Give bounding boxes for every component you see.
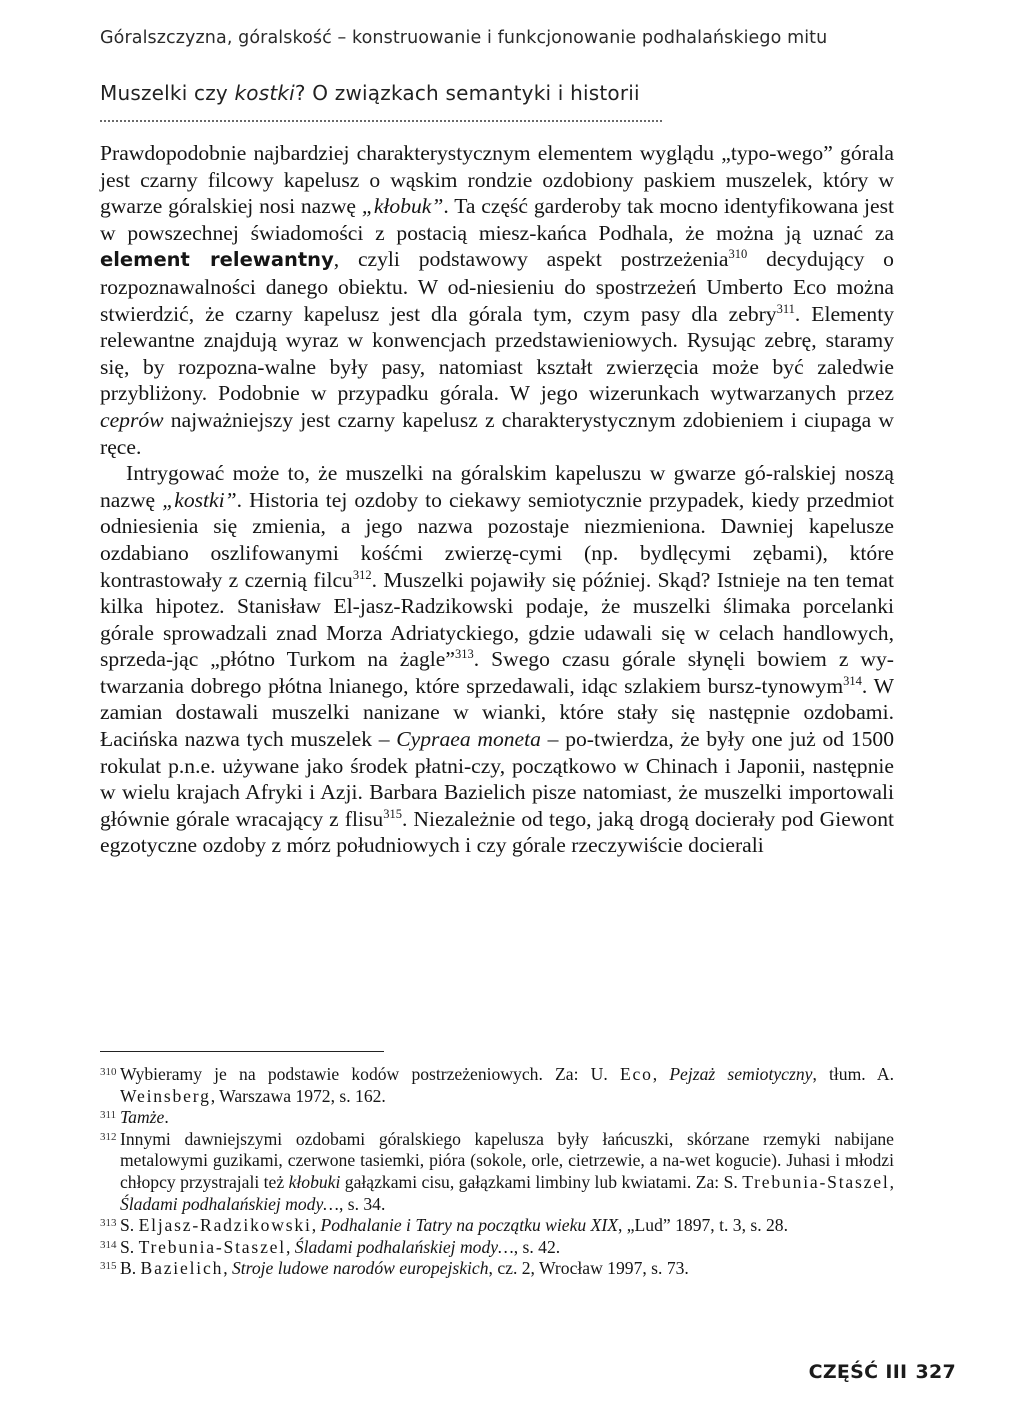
text-run: S. [120, 1215, 139, 1236]
work-title: Tamże [120, 1107, 165, 1128]
text-run: , [889, 1171, 894, 1192]
bold-term: element relewantny [100, 248, 334, 272]
text-run: , [223, 1258, 232, 1279]
text-run: Prawdopodobnie najbardziej charakterystycznym elementem wyglądu „typo-wego” górala jest czarny filcowy kapelusz o wąskim rondzie ozdobiony paskiem muszelek, który w gwarze góralskiej nosi nazwę [100, 141, 894, 219]
text-run: , s. 34. [338, 1193, 386, 1214]
text-run: . Historia tej ozdoby to ciekawy semiotycznie przypadek, kiedy przedmiot odniesienia się zmienia, a jego nazwa pozostaje niezmieniona. Dawniej kapelusze ozdabiano oszlifowanymi kośćmi zwierzę-cymi (np. bydlęcymi zębami), które kontrastowały z czernią filcu [100, 487, 894, 592]
footnote-313 [100, 1215, 894, 1237]
text-run: Intrygować może to, że muszelki na góralskim kapeluszu w gwarze gó-ralskiej noszą nazwę [100, 461, 894, 512]
text-run: Wybieramy je na podstawie kodów postrzeżeniowych. Za: U. [120, 1064, 620, 1084]
text-run: , Warszawa 1972, s. 162. [210, 1085, 386, 1106]
text-run: . [164, 1107, 169, 1128]
text-run: . W zamian dostawali muszelki nanizane w wianki, które stały się następnie ozdobami. Łacińska nazwa tych muszelek – [100, 673, 894, 752]
part-label: CZĘŚĆ III [808, 1361, 908, 1383]
text-run: . Muszelki pojawiły się później. Skąd? Istnieje na ten temat kilka hipotez. Stanisław El-jasz-Radzikowski podaje, że muszelki ślimaka porcelanki górale sprowadzali znad Morza Adriatyckiego, gdzie udawali się w celach handlowych, sprzeda-jąc „płótno Turkom na żagle” [100, 567, 895, 672]
footnote-number: 312 [100, 1130, 117, 1143]
footnote-text [120, 1064, 894, 1107]
footnote-ref-314: 314 [843, 674, 862, 689]
footnote-number: 311 [100, 1109, 117, 1122]
italic-term: Cypraea moneta [396, 727, 541, 752]
text-run: . Niezależnie od tego, jaką drogą docierały pod Giewont egzotyczne ozdoby z mórz południowych i czy górale rzeczywiście docierali [100, 806, 895, 858]
footnote-ref-311: 311 [776, 301, 795, 316]
italic-term: „kłobuk” [361, 194, 444, 219]
footnote-310 [100, 1064, 894, 1107]
work-title: Stroje ludowe narodów europejskich [231, 1258, 489, 1279]
footnote-number: 314 [100, 1238, 117, 1251]
work-title: Podhalanie i Tatry na początku wieku XIX [320, 1215, 618, 1236]
text-run: S. [120, 1236, 139, 1257]
footnote-ref-313: 313 [454, 647, 474, 662]
section-title-italic: kostki [234, 81, 295, 105]
footnote-314 [100, 1237, 894, 1259]
author-name: Bazielich [140, 1258, 224, 1279]
text-run: , [652, 1064, 670, 1084]
text-run: gałązkami cisu, gałązkami limbiny lub kwiatami. Za: S. [340, 1171, 743, 1192]
paragraph-1 [100, 140, 894, 460]
work-title: Śladami podhalańskiej mody… [120, 1193, 339, 1214]
text-run: , tłum. A. [812, 1064, 894, 1084]
text-run: , [311, 1215, 321, 1236]
text-run: B. [120, 1258, 141, 1279]
footnote-text [120, 1129, 894, 1215]
footnote-ref-315: 315 [383, 807, 402, 822]
text-run: , s. 42. [513, 1236, 561, 1257]
footnote-315 [100, 1258, 894, 1280]
work-title: Pejzaż semiotyczny [669, 1064, 813, 1084]
footnotes [100, 1064, 894, 1280]
text-run: . Ta część garderoby tak mocno identyfikowana jest w powszechnej świadomości z postacią miesz-kańca Podhala, że można ją uznać za [100, 194, 894, 245]
text-run: . Swego czasu górale słynęli bowiem z wy-twarzania dobrego płótna lnianego, które sprzedawali, idąc szlakiem bursz-tynowym [100, 647, 894, 698]
running-head: Góralszczyzna, góralskość – konstruowanie i funkcjonowanie podhalańskiego mitu [100, 28, 828, 48]
author-name: Trebunia-Staszel [138, 1236, 286, 1257]
italic-term: kłobuki [288, 1171, 341, 1192]
text-run: , cz. 2, Wrocław 1997, s. 73. [488, 1258, 689, 1279]
footnote-number: 310 [100, 1066, 117, 1078]
footnote-312 [100, 1129, 894, 1215]
italic-term: ceprów [100, 407, 164, 432]
section-title [100, 81, 640, 105]
text-run: decydujący o rozpoznawalności danego obiektu. W od-niesieniu do spostrzeżeń Umberto Eco można stwierdzić, że czarny kapelusz jest dla górala tym, czym pasy dla zebry [100, 247, 894, 326]
author-name: Eco [619, 1064, 653, 1084]
text-run: . Elementy relewantne znajdują wyraz w konwencjach przedstawieniowych. Rysując zebrę, staramy się, by rozpozna-walne były pasy, natomiast kształt zwierzęcia może być zaledwie przybliżony. Podobnie w przypadku górala. W jego wizerunkach wytwarzanych przez [100, 301, 894, 406]
author-name: Weinsberg [120, 1085, 211, 1106]
section-title-prefix: Muszelki czy [100, 81, 235, 105]
footnote-text [120, 1107, 894, 1129]
footnote-number: 315 [100, 1260, 117, 1273]
author-name: Eljasz-Radzikowski [138, 1215, 312, 1236]
body-text [100, 140, 894, 859]
text-run: najważniejszy jest czarny kapelusz z charakterystycznym zdobieniem i ciupaga w ręce. [100, 407, 894, 459]
author-name: Trebunia-Staszel [742, 1171, 890, 1192]
footnote-ref-310: 310 [728, 247, 748, 262]
footnote-text [120, 1215, 894, 1237]
footnote-number: 313 [100, 1217, 117, 1230]
italic-term: „kostki” [162, 487, 237, 512]
section-divider [100, 120, 662, 122]
footnote-ref-312: 312 [352, 567, 372, 582]
text-run: , [285, 1236, 295, 1257]
paragraph-2 [100, 460, 894, 859]
work-title: Śladami podhalańskiej mody… [294, 1236, 514, 1257]
footnote-text [120, 1237, 894, 1259]
text-run: , „Lud” 1897, t. 3, s. 28. [617, 1215, 789, 1236]
section-title-suffix: ? O związkach semantyki i historii [294, 81, 640, 105]
text-run: – po-twierdza, że były one już od 1500 rokulat p.n.e. używane jako środek płatni-czy, początkowo w Chinach i Japonii, następnie w wielu krajach Afryki i Azji. Barbara Bazielich pisze natomiast, że muszelki importowali głównie górale wracający z flisu [100, 727, 894, 831]
footnote-311 [100, 1107, 894, 1129]
page-footer [809, 1361, 956, 1383]
page-number: 327 [915, 1361, 956, 1383]
footnote-separator [100, 1051, 384, 1052]
text-run: , czyli podstawowy aspekt postrzeżenia [333, 247, 729, 272]
footnote-text [120, 1258, 894, 1280]
text-run: Innymi dawniejszymi ozdobami góralskiego kapelusza były łańcuszki, skórzane rzemyki nabijane metalowymi guzikami, czerwone tasiemki, pióra (sokole, orle, cietrzewie, a na-wet kogucie). Juhasi i młodzi chłopcy przystrajali też [120, 1128, 894, 1192]
